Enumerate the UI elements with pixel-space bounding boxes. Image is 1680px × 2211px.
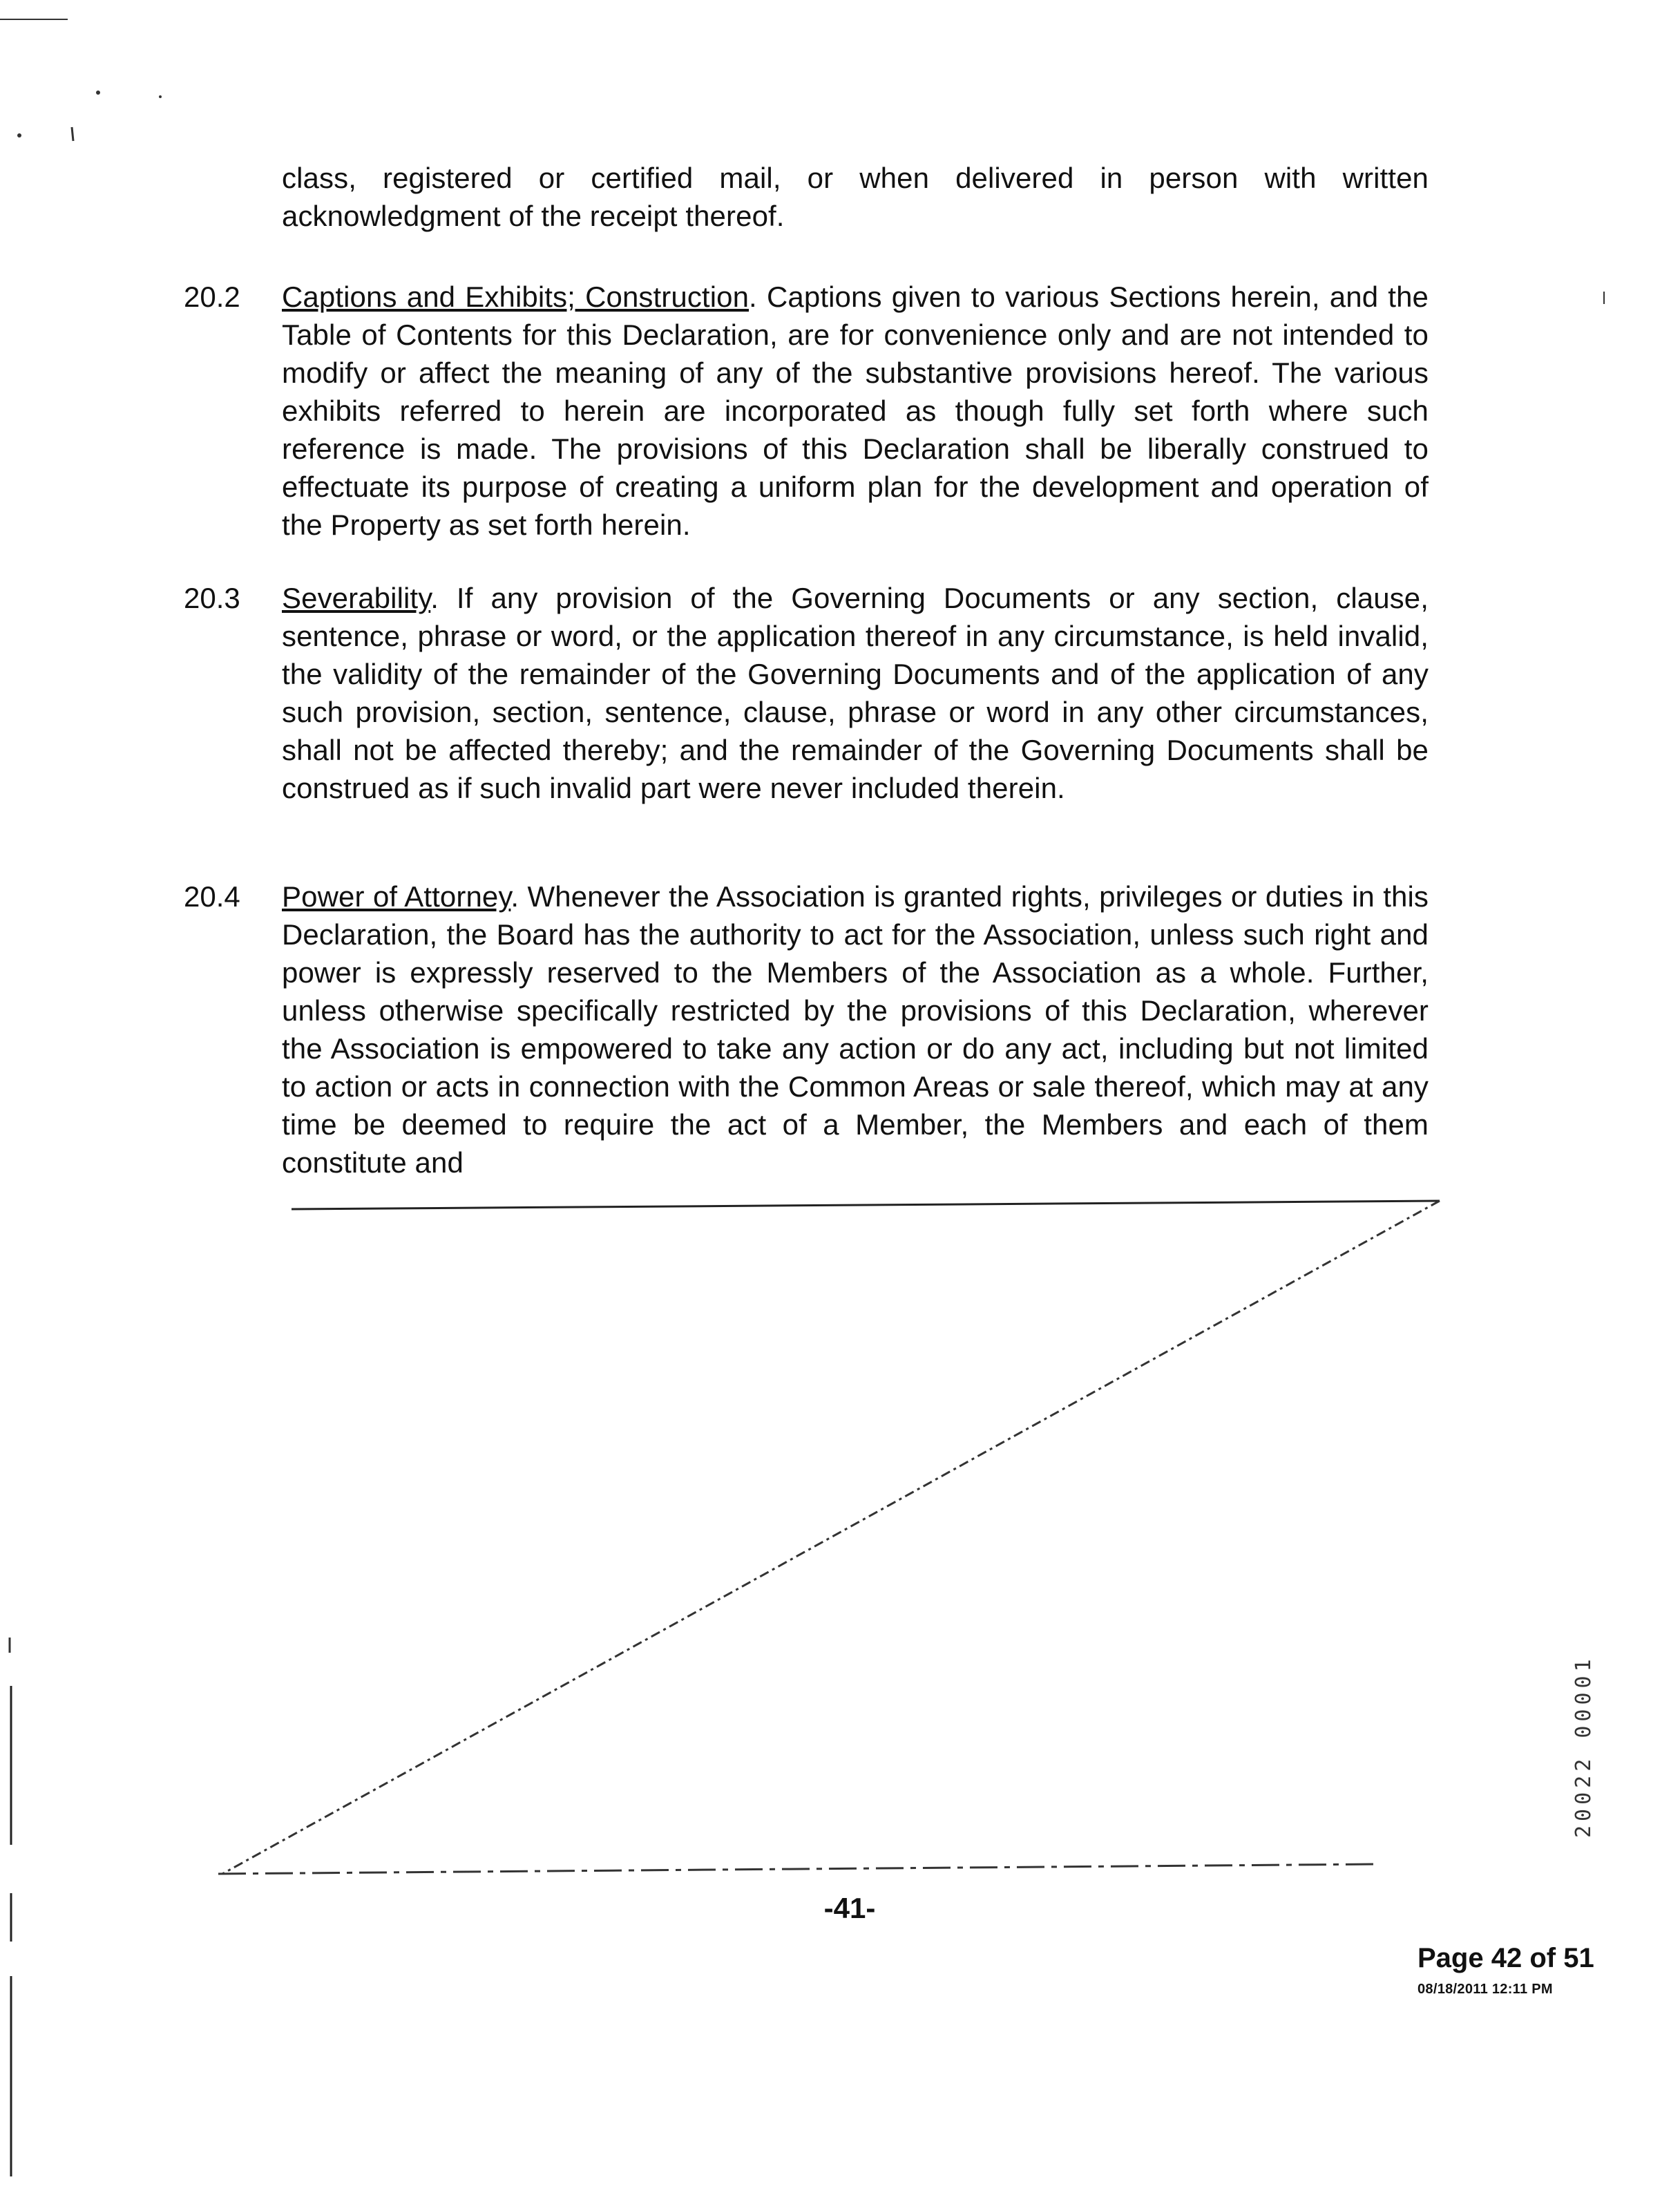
section-caption: Power of Attorney — [282, 880, 511, 913]
print-timestamp: 08/18/2011 12:11 PM — [1418, 1982, 1553, 1997]
section-body: . Whenever the Association is granted rights, privileges or duties in this Declaration, the Board has the authority to act for the Association, unless such right and power is expressly reserved to the Members of the Association as a whole. Further, unless otherwise specifically restricted by the provisions of this Declaration, wherever the Association is empowered to take any action or do any act, including but not limited to action or acts in connection with the Common Areas or sale thereof, which may at any time be deemed to require the act of a Member, the Members and each of them constitute and — [282, 880, 1429, 1179]
section-paragraph — [282, 877, 1429, 1182]
section-body: . If any provision of the Governing Documents or any section, clause, sentence, phrase or word, or the application thereof in any circumstance, is held invalid, the validity of the remainder of the Governing Documents and of the application of any such provision, section, sentence, clause, phrase or word in any other circumstances, shall not be affected thereby; and the remainder of the Governing Documents shall be construed as if such invalid part were never included therein. — [282, 582, 1429, 804]
section-caption: Severability — [282, 582, 431, 614]
section-number: 20.4 — [184, 880, 240, 913]
z-mark-top-rule — [292, 1201, 1440, 1209]
section-body: . Captions given to various Sections herein, and the Table of Contents for this Declaration, are for convenience only and are not intended to modify or affect the meaning of any of the substantive provisions hereof. The various exhibits referred to herein are incorporated as though fully set forth where such reference is made. The provisions of this Declaration shall be liberally construed to effectuate its purpose of creating a uniform plan for the development and operation of the Property as set forth herein. — [282, 281, 1429, 541]
section-paragraph — [282, 579, 1429, 807]
z-mark-diagonal — [222, 1201, 1440, 1874]
page-number: -41- — [823, 1892, 876, 1924]
section-paragraph — [282, 278, 1429, 544]
vertical-stamp — [1572, 1655, 1596, 1838]
svg-text:20022 00001: 20022 00001 — [1572, 1655, 1596, 1838]
section-caption: Captions and Exhibits; Construction — [282, 281, 750, 313]
section-number: 20.2 — [184, 281, 240, 313]
continuation-text: class, registered or certified mail, or when delivered in person with written acknowledgment of the receipt thereof. — [282, 162, 1429, 232]
section-number: 20.3 — [184, 582, 240, 614]
continuation-paragraph — [282, 159, 1429, 235]
z-mark-bottom-rule — [218, 1864, 1375, 1874]
page-count: Page 42 of 51 — [1418, 1943, 1594, 1973]
